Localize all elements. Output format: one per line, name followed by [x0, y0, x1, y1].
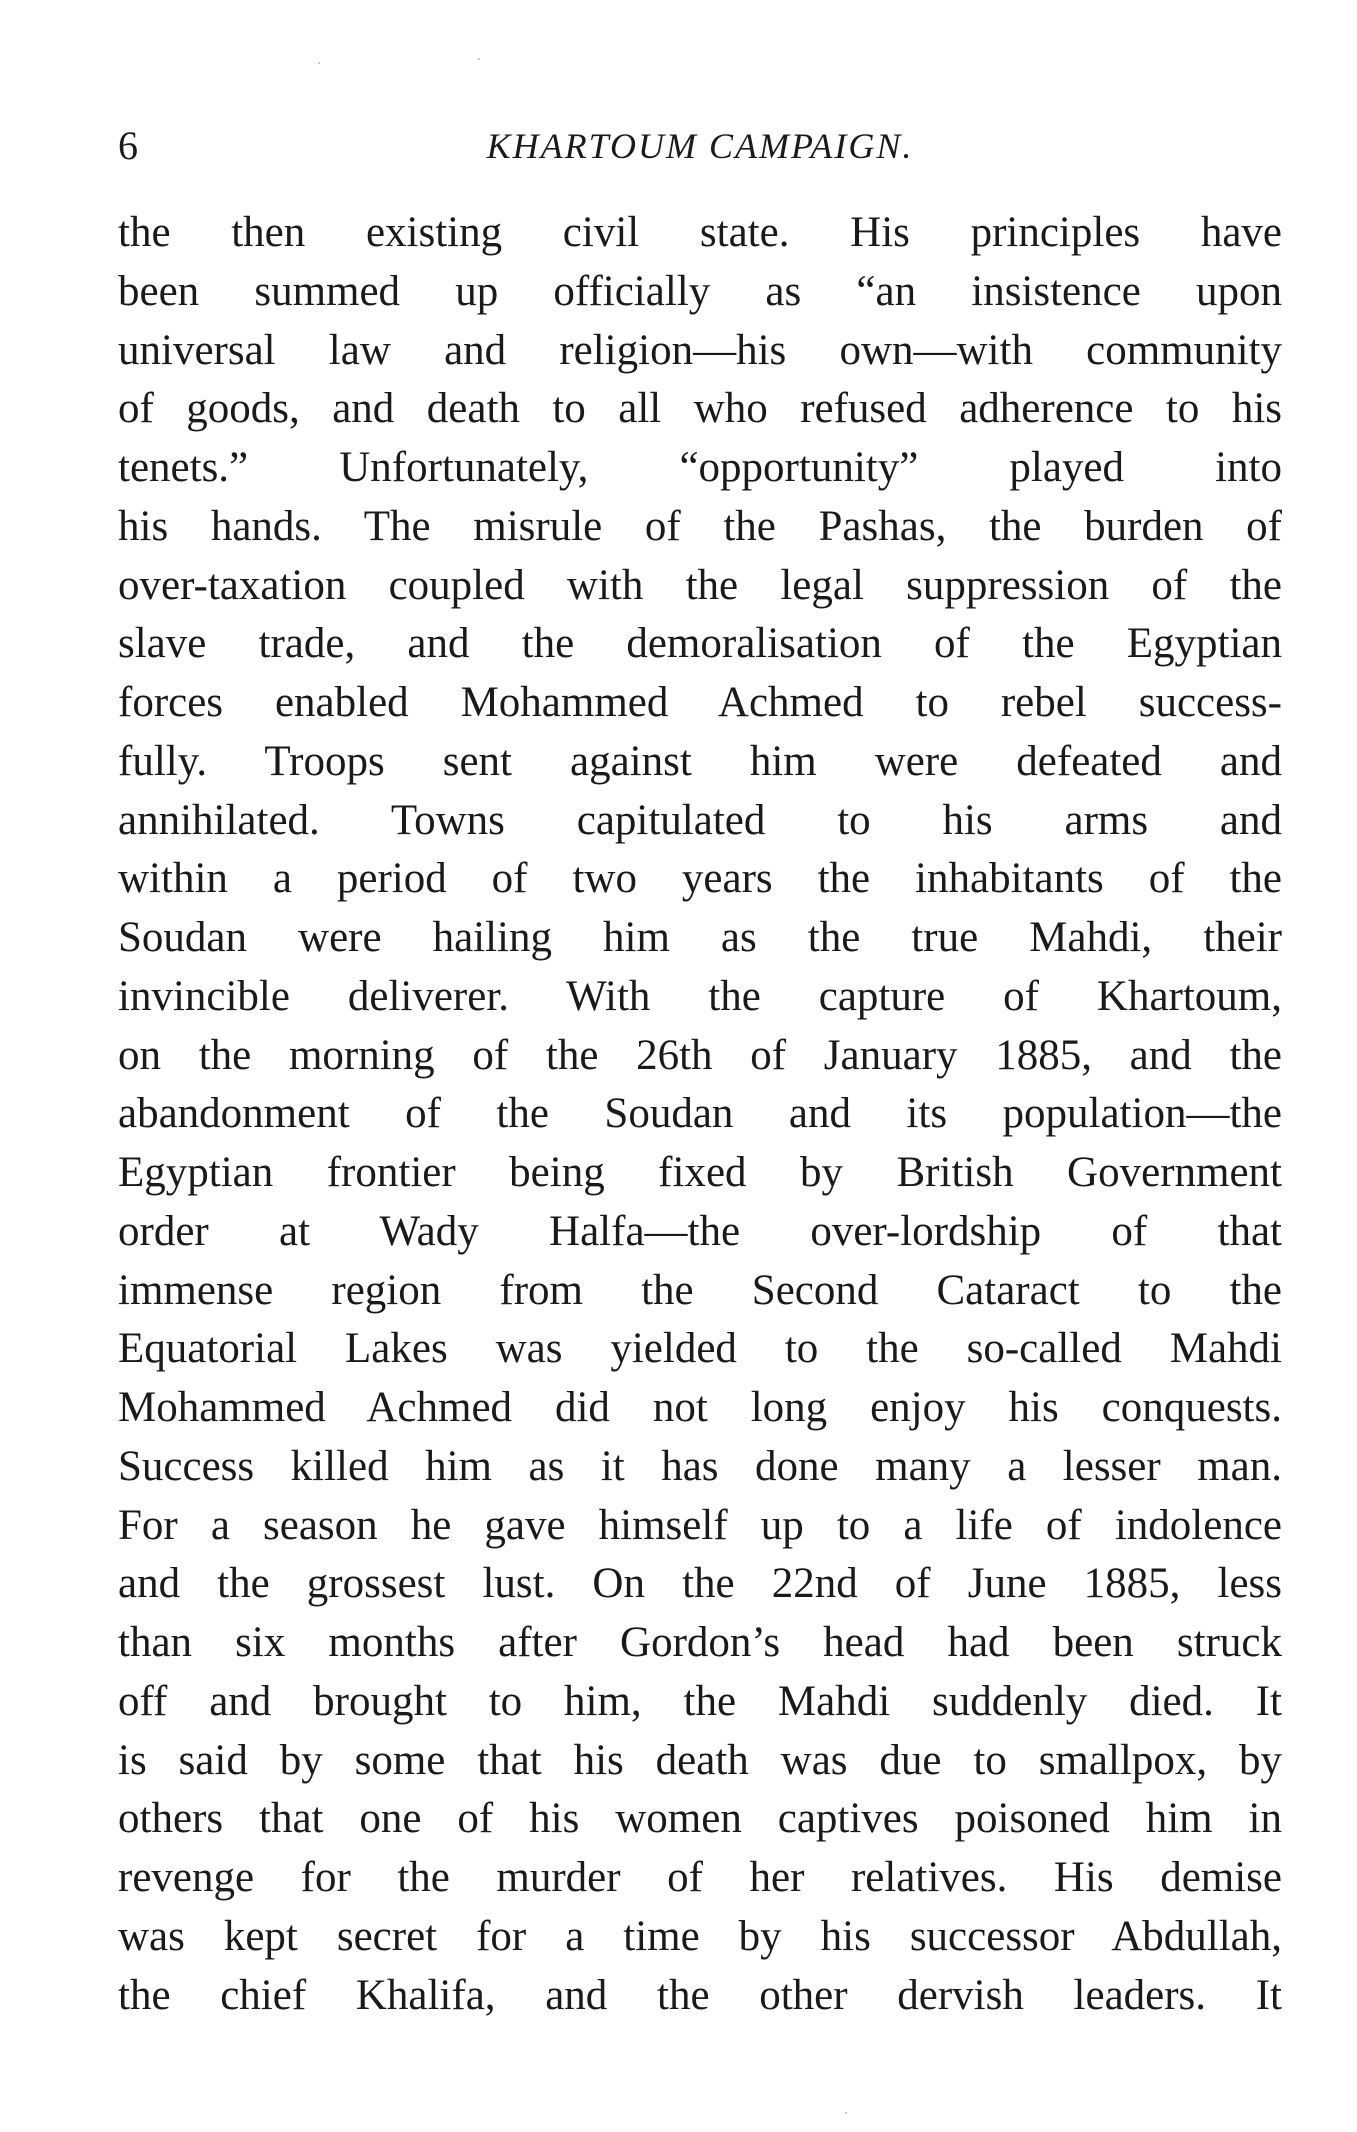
text-line: been summed up officially as “an insistence upon	[118, 267, 1282, 315]
text-line: Egyptian frontier being fixed by British Government	[118, 1149, 1282, 1196]
paper-speck	[478, 58, 480, 60]
text-line: tenets.” Unfortunately, “opportunity” played into	[118, 444, 1282, 491]
text-line: slave trade, and the demoralisation of the Egyptian	[118, 620, 1282, 668]
text-line: Equatorial Lakes was yielded to the so-called Mahdi	[118, 1325, 1282, 1373]
paper-speck	[318, 62, 320, 64]
text-line: his hands. The misrule of the Pashas, the burden of	[118, 502, 1282, 550]
text-line: was kept secret for a time by his successor Abdullah,	[118, 1912, 1282, 1960]
text-line: the chief Khalifa, and the other dervish leaders. It	[118, 1971, 1282, 2019]
paper-speck	[845, 2112, 847, 2114]
text-line: within a period of two years the inhabitants of the	[118, 855, 1282, 903]
text-line: over-taxation coupled with the legal suppression of the	[118, 561, 1282, 609]
text-line: Success killed him as it has done many a lesser man.	[118, 1442, 1282, 1490]
text-line: off and brought to him, the Mahdi suddenly died. It	[118, 1677, 1282, 1725]
text-line: immense region from the Second Cataract to the	[118, 1266, 1282, 1314]
text-line: is said by some that his death was due to smallpox, by	[118, 1736, 1282, 1784]
text-line: fully. Troops sent against him were defeated and	[118, 737, 1282, 785]
text-line: revenge for the murder of her relatives. His demise	[118, 1854, 1282, 1901]
page-header	[118, 118, 1282, 174]
text-line: order at Wady Halfa—the over-lordship of that	[118, 1207, 1282, 1255]
text-line: forces enabled Mohammed Achmed to rebel success-	[118, 679, 1282, 726]
text-line: Mohammed Achmed did not long enjoy his conquests.	[118, 1384, 1282, 1431]
text-line: others that one of his women captives poisoned him in	[118, 1795, 1282, 1843]
text-line: than six months after Gordon’s head had been struck	[118, 1619, 1282, 1666]
running-title: KHARTOUM CAMPAIGN.	[486, 126, 914, 166]
text-line: Soudan were hailing him as the true Mahdi, their	[118, 914, 1282, 961]
text-line: abandonment of the Soudan and its population—the	[118, 1090, 1282, 1138]
text-line: the then existing civil state. His principles have	[118, 209, 1282, 256]
text-line: invincible deliverer. With the capture of Khartoum,	[118, 972, 1282, 1020]
text-line: universal law and religion—his own—with community	[118, 326, 1282, 374]
text-line: and the grossest lust. On the 22nd of June 1885, less	[118, 1560, 1282, 1608]
page-number: 6	[118, 123, 138, 168]
text-line: of goods, and death to all who refused adherence to his	[118, 385, 1282, 433]
text-line: on the morning of the 26th of January 1885, and the	[118, 1031, 1282, 1079]
body-text	[118, 204, 1282, 2025]
text-line: For a season he gave himself up to a life of indolence	[118, 1501, 1282, 1549]
text-line: annihilated. Towns capitulated to his arms and	[118, 796, 1282, 844]
